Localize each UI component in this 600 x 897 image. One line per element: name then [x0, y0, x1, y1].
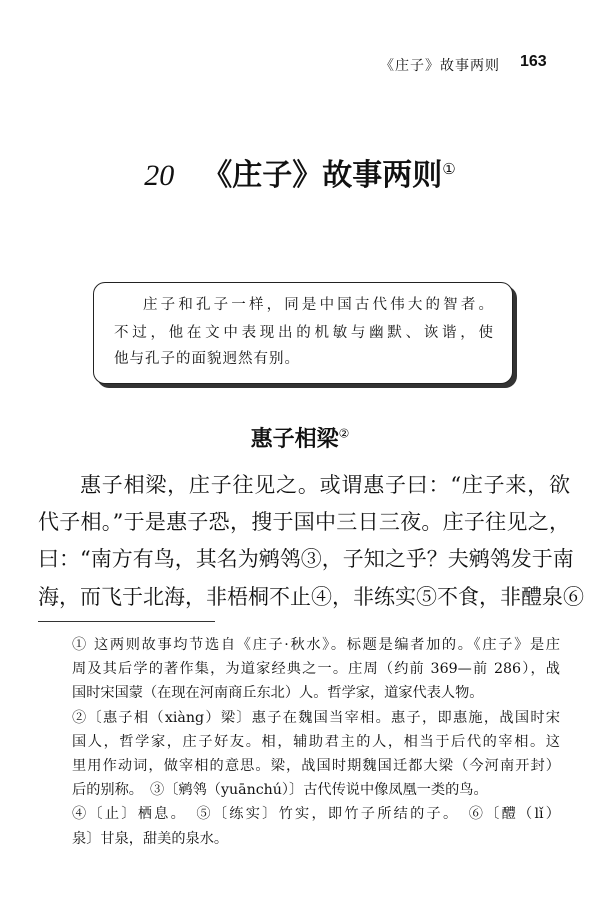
- body-line: 曰：“南方有鸟，其名为鹓鸰③，子知之乎？夫鹓鸰发于南: [38, 547, 574, 571]
- body-line: 海，而飞于北海，非梧桐不止④，非练实⑤不食，非醴泉⑥: [38, 585, 584, 609]
- footnote-line: ④〔止〕栖息。 ⑤〔练实〕竹实，即竹子所结的子。 ⑥〔醴（lǐ）: [72, 806, 560, 822]
- section-title: [0, 422, 600, 453]
- footnote-mark: ①: [442, 160, 456, 178]
- footnote-line: 国时宋国蒙（在现在河南商丘东北）人。哲学家，道家代表人物。: [72, 685, 484, 701]
- footnote-line: 里用作动词，做宰相的意思。梁，战国时期魏国迁都大梁（今河南开封）: [72, 758, 560, 774]
- section-title-text: 惠子相梁: [250, 427, 339, 452]
- lesson-title: [0, 150, 600, 194]
- footnote-line: 周及其后学的著作集，为道家经典之一。庄周（约前 369—前 286），战: [72, 661, 560, 677]
- footnote-line: ① 这两则故事均节选自《庄子·秋水》。标题是编者加的。《庄子》是庄: [72, 637, 560, 653]
- footnote-divider: [38, 621, 215, 622]
- running-title: 《庄子》故事两则: [380, 58, 500, 74]
- intro-line: 庄子和孔子一样，同是中国古代伟大的智者。: [143, 297, 494, 313]
- intro-line: 不过，他在文中表现出的机敏与幽默、诙谐，使: [114, 325, 494, 341]
- intro-line: 他与孔子的面貌迥然有别。: [114, 351, 300, 367]
- intro-box: [93, 282, 513, 384]
- page-number: 163: [520, 53, 547, 70]
- footnote-line: 国人，哲学家，庄子好友。相，辅助君主的人，相当于后代的宰相。这: [72, 734, 560, 750]
- lesson-title-text: 《庄子》故事两则: [202, 158, 443, 193]
- body-line: 代子相。”于是惠子恐，搜于国中三日三夜。庄子往见之，: [38, 510, 570, 534]
- body-line: 惠子相梁，庄子往见之。或谓惠子曰：“庄子来，欲: [80, 473, 570, 497]
- footnote-line: ②〔惠子相（xiàng）梁〕惠子在魏国当宰相。惠子，即惠施，战国时宋: [72, 710, 560, 726]
- footnote-mark: ②: [338, 426, 350, 441]
- lesson-number: 20: [144, 159, 175, 192]
- footnote-line: 泉〕甘泉，甜美的泉水。: [72, 831, 229, 847]
- footnote-line: 后的别称。 ③〔鹓鸰（yuānchú）〕古代传说中像凤凰一类的鸟。: [72, 782, 488, 798]
